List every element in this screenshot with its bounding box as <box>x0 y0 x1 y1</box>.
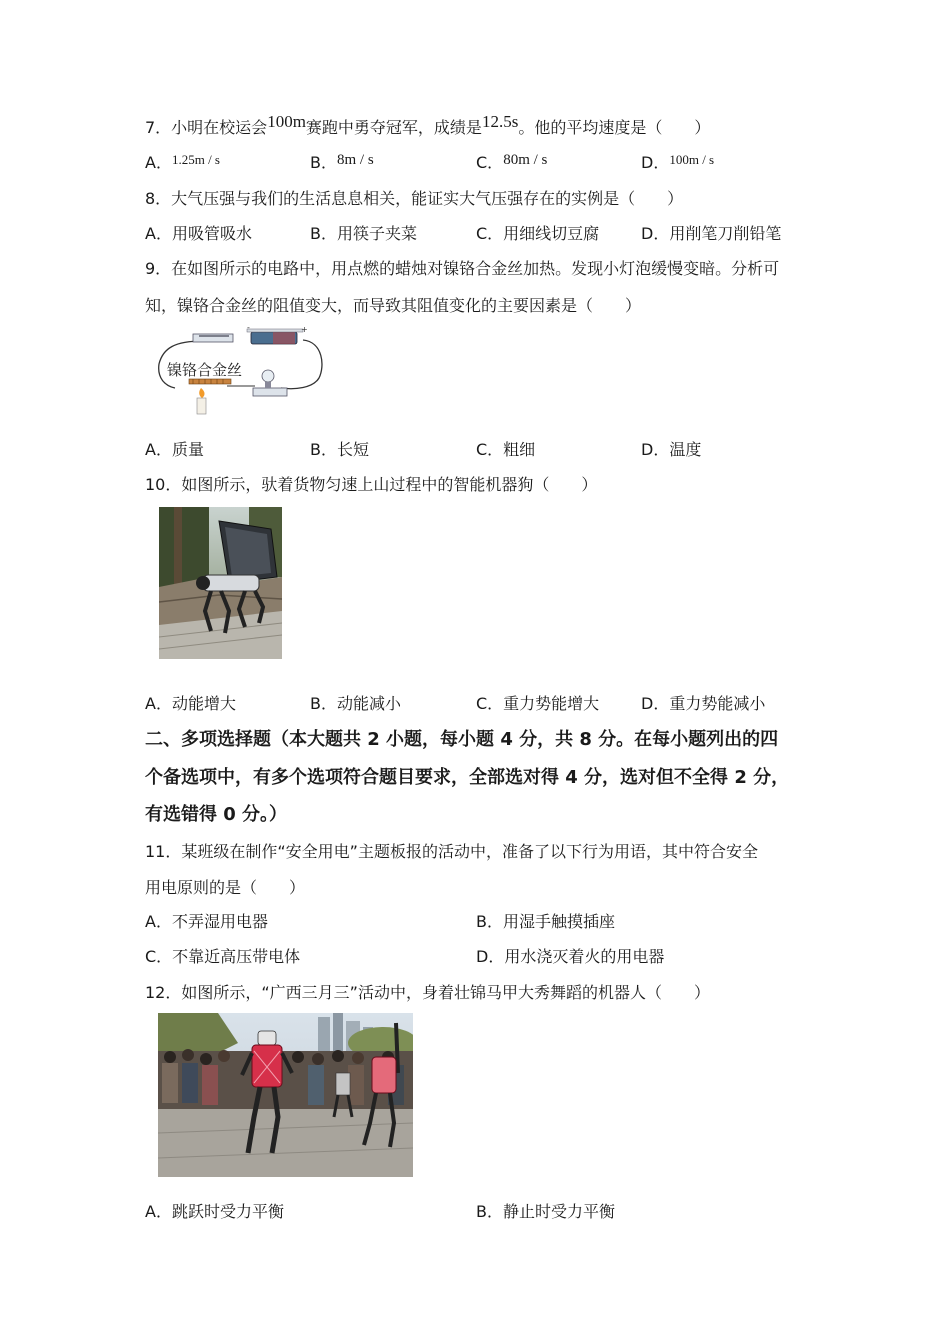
q9-stem-line2: 知，镍铬合金丝的阻值变大，而导致其阻值变化的主要因素是（ ） <box>145 296 642 315</box>
q7-stem-part-c: 。他的平均速度是（ ） <box>518 118 711 137</box>
q11-option-d[interactable]: D．用水浇灭着火的用电器 <box>476 947 665 966</box>
q7-option-b-label: B． <box>310 153 337 172</box>
q9-figure-label: 镍铬合金丝 <box>167 361 243 379</box>
q10-option-a[interactable]: A．动能增大 <box>145 694 236 713</box>
q11-option-b[interactable]: B．用湿手触摸插座 <box>476 912 615 931</box>
q7-distance: 100m <box>267 112 306 131</box>
q11-option-a[interactable]: A．不弄湿用电器 <box>145 912 268 931</box>
q7-option-c-label: C． <box>476 153 504 172</box>
q7-option-a-label: A． <box>145 153 172 172</box>
q7-option-b-value: 8m / s <box>336 152 374 168</box>
q8-option-d[interactable]: D．用削笔刀削铅笔 <box>641 224 782 243</box>
q7-option-d[interactable] <box>641 152 714 175</box>
q9-option-d[interactable]: D．温度 <box>641 440 702 459</box>
q12-option-a[interactable]: A．跳跃时受力平衡 <box>145 1202 284 1221</box>
q7-option-d-value: 100m / s <box>669 152 715 167</box>
q10-robot-dog-photo <box>159 507 282 659</box>
nichrome-wire-icon <box>189 379 231 384</box>
battery-minus-label: - <box>247 326 250 332</box>
candle-flame-icon <box>199 388 204 398</box>
q7-option-a[interactable] <box>145 152 220 175</box>
q9-option-b[interactable]: B．长短 <box>310 440 369 459</box>
q7-stem-part-a: 7．小明在校运会 <box>145 118 268 137</box>
q12-option-b[interactable]: B．静止时受力平衡 <box>476 1202 615 1221</box>
section2-heading-line1: 二、多项选择题（本大题共 2 小题，每小题 4 分，共 8 分。在每小题列出的四 <box>145 729 779 750</box>
q7-option-d-label: D． <box>641 153 670 172</box>
section2-heading-line3: 有选错得 0 分。） <box>145 804 288 825</box>
q10-option-b[interactable]: B．动能减小 <box>310 694 401 713</box>
battery-plus-label: + <box>301 326 308 334</box>
section2-heading-line2: 个备选项中，有多个选项符合题目要求，全部选对得 4 分，选对但不全得 2 分， <box>145 767 790 788</box>
q11-option-c[interactable]: C．不靠近高压带电体 <box>145 947 301 966</box>
q8-option-a[interactable]: A．用吸管吸水 <box>145 224 252 243</box>
q9-option-a[interactable]: A．质量 <box>145 440 204 459</box>
q9-option-c[interactable]: C．粗细 <box>476 440 536 459</box>
q8-option-c[interactable]: C．用细线切豆腐 <box>476 224 600 243</box>
q11-stem-line1: 11．某班级在制作“安全用电”主题板报的活动中，准备了以下行为用语，其中符合安全 <box>145 842 758 861</box>
light-bulb-icon <box>262 370 274 382</box>
q8-stem: 8．大气压强与我们的生活息息相关，能证实大气压强存在的实例是（ ） <box>145 189 684 208</box>
q7-time: 12.5s <box>481 112 519 131</box>
q7-option-b[interactable] <box>310 152 374 175</box>
q8-option-b[interactable]: B．用筷子夹菜 <box>310 224 417 243</box>
q11-stem-line2: 用电原则的是（ ） <box>145 878 306 897</box>
q10-stem: 10．如图所示，驮着货物匀速上山过程中的智能机器狗（ ） <box>145 475 598 494</box>
q9-stem-line1: 9．在如图所示的电路中，用点燃的蜡烛对镍铬合金丝加热。发现小灯泡缓慢变暗。分析可 <box>145 259 780 278</box>
q10-option-d[interactable]: D．重力势能减小 <box>641 694 766 713</box>
q7-stem-part-b: 赛跑中勇夺冠军，成绩是 <box>305 118 482 137</box>
q7-option-a-value: 1.25m / s <box>171 152 220 167</box>
q7-option-c[interactable] <box>476 152 547 175</box>
q10-option-c[interactable]: C．重力势能增大 <box>476 694 600 713</box>
q7-stem <box>145 112 711 139</box>
q7-option-c-value: 80m / s <box>503 152 548 168</box>
q9-circuit-figure <box>155 326 330 416</box>
candle-icon <box>197 398 206 414</box>
q12-robot-dance-photo <box>158 1013 413 1177</box>
q12-stem: 12．如图所示，“广西三月三”活动中，身着壮锦马甲大秀舞蹈的机器人（ ） <box>145 983 710 1002</box>
